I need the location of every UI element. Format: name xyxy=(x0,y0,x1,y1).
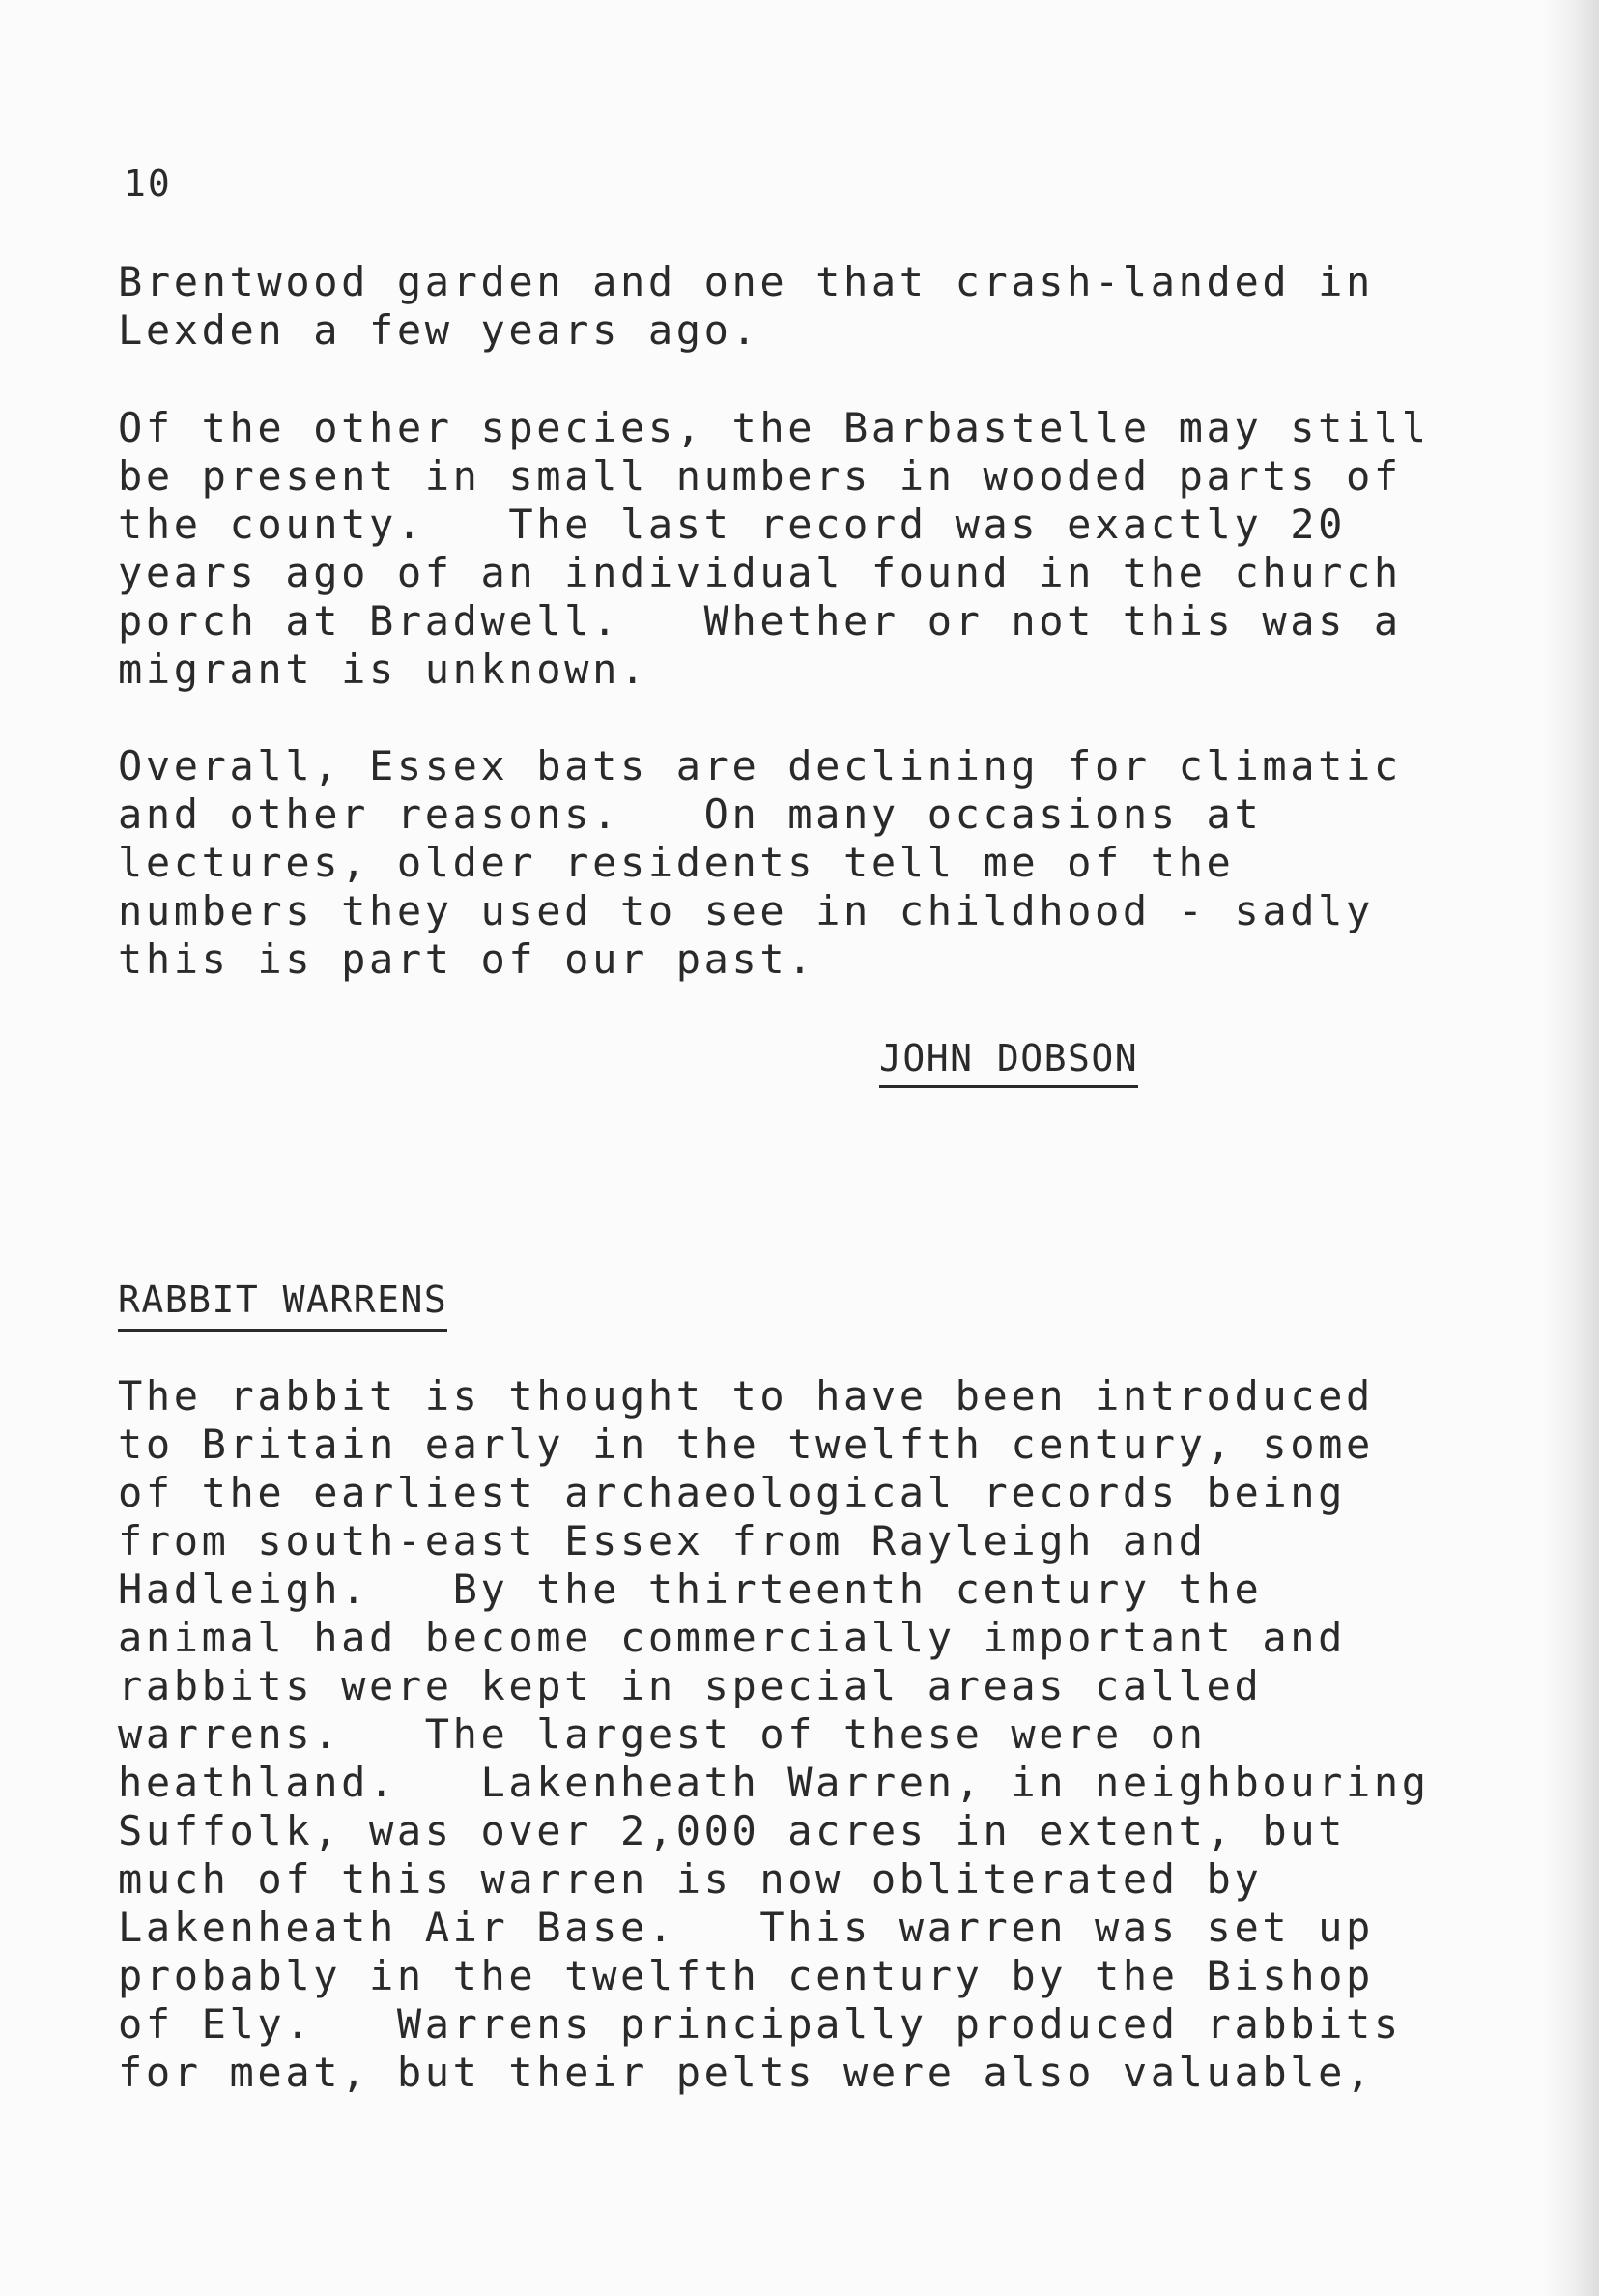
text-line: Brentwood garden and one that crash-landed in xyxy=(118,258,1374,305)
text-line: Lexden a few years ago. xyxy=(118,306,760,354)
text-line: much of this warren is now obliterated by xyxy=(118,1855,1263,1903)
text-line: lectures, older residents tell me of the xyxy=(118,839,1235,886)
text-line: be present in small numbers in wooded parts of xyxy=(118,452,1402,500)
page-edge-shadow xyxy=(1541,0,1599,2296)
text-line: of Ely. Warrens principally produced rabbits xyxy=(118,2000,1402,2048)
text-line: this is part of our past. xyxy=(118,935,816,983)
text-line: probably in the twelfth century by the Bishop xyxy=(118,1952,1374,1999)
text-line: heathland. Lakenheath Warren, in neighbouring xyxy=(118,1759,1430,1806)
text-line: Hadleigh. By the thirteenth century the xyxy=(118,1565,1263,1613)
text-line: Overall, Essex bats are declining for climatic xyxy=(118,742,1402,789)
text-line: Lakenheath Air Base. This warren was set up xyxy=(118,1904,1374,1951)
text-line: to Britain early in the twelfth century, some xyxy=(118,1421,1374,1468)
text-line: porch at Bradwell. Whether or not this was a xyxy=(118,597,1402,645)
page-number: 10 xyxy=(124,162,172,205)
text-line: The rabbit is thought to have been introduced xyxy=(118,1372,1374,1420)
text-line: animal had become commercially important and xyxy=(118,1614,1346,1661)
section-heading: RABBIT WARRENS xyxy=(118,1278,447,1332)
text-line: for meat, but their pelts were also valuable, xyxy=(118,2049,1374,2096)
text-line: rabbits were kept in special areas called xyxy=(118,1662,1263,1709)
text-line: numbers they used to see in childhood - sadly xyxy=(118,887,1374,934)
text-line: migrant is unknown. xyxy=(118,646,648,693)
text-line: of the earliest archaeological records being xyxy=(118,1469,1346,1516)
text-line: Of the other species, the Barbastelle may still xyxy=(118,404,1430,451)
text-line: years ago of an individual found in the church xyxy=(118,549,1402,596)
author-signature: JOHN DOBSON xyxy=(879,1037,1138,1088)
text-line: from south-east Essex from Rayleigh and xyxy=(118,1517,1207,1564)
text-line: warrens. The largest of these were on xyxy=(118,1710,1207,1758)
text-line: the county. The last record was exactly 20 xyxy=(118,501,1346,548)
text-line: Suffolk, was over 2,000 acres in extent, but xyxy=(118,1807,1346,1854)
text-line: and other reasons. On many occasions at xyxy=(118,790,1263,838)
